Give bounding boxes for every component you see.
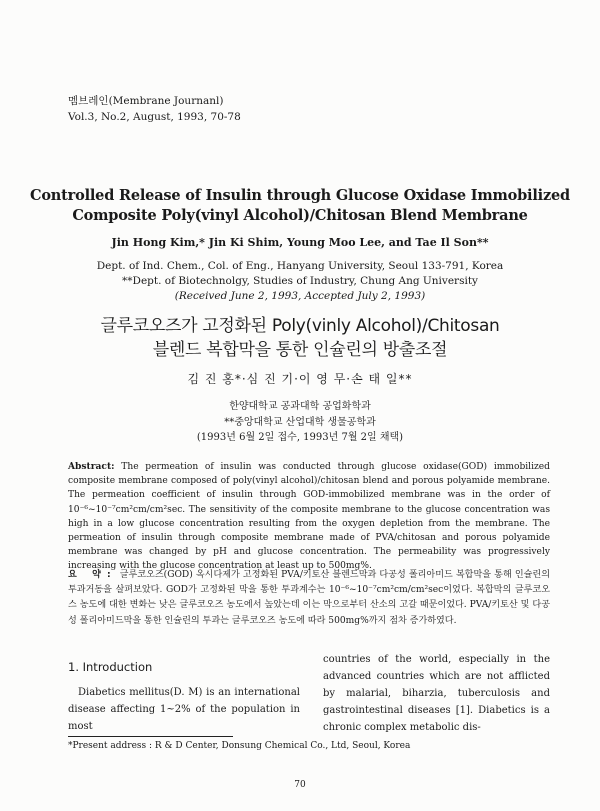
korean-title [0, 314, 600, 362]
abstract-label: Abstract: [68, 461, 115, 472]
intro-column-left: Diabetics mellitus(D. M) is an international disease affecting 1~2% of the population in most [68, 687, 300, 732]
journal-issue: Vol.3, No.2, August, 1993, 70-78 [68, 111, 241, 123]
title-line-1: Controlled Release of Insulin through Glucose Oxidase Immobilized [30, 187, 570, 204]
journal-header [68, 93, 241, 125]
section-heading-introduction: 1. Introduction [68, 660, 153, 674]
korean-abstract-label: 요 약: [68, 570, 117, 580]
intro-column-right: countries of the world, especially in the advanced countries which are not afflicted by malarial, biharzia, tuberculosis and gastrointestinal diseases [1]. Diabetics is a chronic complex metabolic dis- [323, 654, 550, 733]
korean-affiliation-block [0, 399, 600, 446]
korean-author-list: 김 진 홍*·심 진 기·이 영 무·손 태 일** [187, 372, 413, 386]
korean-abstract-text: 글루코오즈(GOD) 옥시다제가 고정화된 PVA/키토산 블렌드막과 다공성 폴리아미드 복합막을 통해 인슐린의 투과거동을 살펴보았다. GOD가 고정화된 막을 통한 투과계수는 10⁻⁶~10⁻⁷cm²cm/cm²sec이었다. 복합막의 글루코오스 농도에 대한 변화는 낮은 글루코오즈 농도에서 높았는데 이는 막으로부터 산소의 고갈 때문이었다. PVA/키토산 및 다공성 폴리아미드막을 통한 인슐린의 투과는 글루코오즈 농도에 따라 500mg%까지 점차 증가하였다. [68, 570, 550, 626]
abstract [68, 460, 550, 574]
abstract-text: The permeation of insulin was conducted through glucose oxidase(GOD) immobilized composite membrane composed of poly(vinyl alcohol)/chitosan blend and porous polyamide membrane. The permeation coefficient of insulin through GOD-immobilized membrane was in the order of 10⁻⁶~10⁻⁷cm²cm/cm²sec. The sensitivity of the composite membrane to the glucose concentration was high in a low glucose concentration resulting from the oxygen depletion from the membrane. The permeation of insulin through composite membrane made of PVA/chitosan and porous polyamide membrane was changed by pH and glucose concentration. The permeability was progressively increasing with the glucose concentration at least up to 500mg%. [68, 462, 550, 572]
korean-title-line-1: 글루코오즈가 고정화된 Poly(vinly Alcohol)/Chitosan [100, 316, 500, 336]
affiliation-line-1: Dept. of Ind. Chem., Col. of Eng., Hanyang University, Seoul 133-791, Korea [96, 260, 504, 272]
korean-title-line-2: 블렌드 복합막을 통한 인슐린의 방출조절 [152, 340, 448, 360]
korean-dates: (1993년 6월 2일 접수, 1993년 7월 2일 채택) [196, 432, 404, 443]
footnote: *Present address : R & D Center, Donsung Chemical Co., Ltd, Seoul, Korea [68, 741, 411, 751]
korean-abstract [68, 568, 550, 629]
affiliation-line-2: **Dept. of Biotechnolgy, Studies of Industry, Chung Ang University [122, 275, 478, 287]
author-list: Jin Hong Kim,* Jin Ki Shim, Young Moo Lee, and Tae Il Son** [111, 236, 489, 249]
korean-affiliation-line-2: **중앙대학교 산업대학 생물공학과 [224, 416, 376, 428]
page-number: 70 [294, 780, 306, 790]
journal-name: 멤브레인(Membrane Journanl) [68, 95, 224, 107]
paper-title [0, 186, 600, 226]
affiliation-block [0, 259, 600, 304]
korean-affiliation-line-1: 한양대학교 공과대학 공업화학과 [229, 401, 371, 412]
title-line-2: Composite Poly(vinyl Alcohol)/Chitosan Blend Membrane [72, 207, 528, 224]
received-accepted-dates: (Received June 2, 1993, Accepted July 2, 1993) [174, 290, 426, 302]
footnote-divider [68, 736, 233, 737]
